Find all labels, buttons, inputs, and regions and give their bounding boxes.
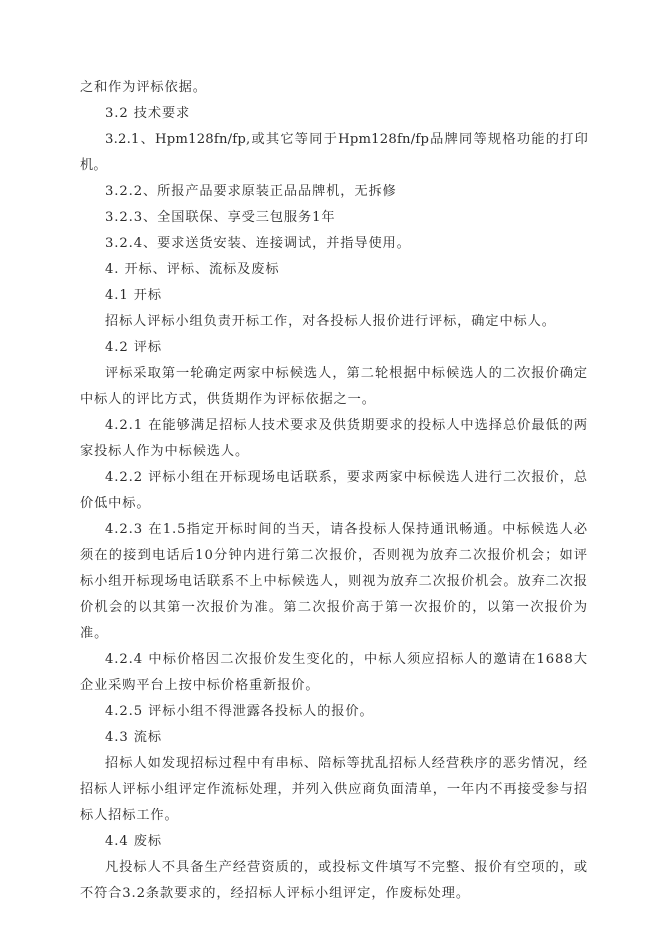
document-page <box>80 75 588 907</box>
item-4-2-5: 4.2.5 评标小组不得泄露各投标人的报价。 <box>105 704 374 719</box>
item-3-2-3: 3.2.3、全国联保、享受三包服务1年 <box>105 210 336 225</box>
item-4-2-4: 4.2.4 中标价格因二次报价发生变化的，中标人须应招标人的邀请在1688大企业采购平台上按中标价格重新报价。 <box>80 652 588 693</box>
heading-4-2-evaluation: 4.2 评标 <box>105 340 162 355</box>
item-3-2-2: 3.2.2、所报产品要求原装正品品牌机，无拆修 <box>105 184 397 199</box>
paragraph-4-1: 招标人评标小组负责开标工作，对各投标人报价进行评标，确定中标人。 <box>105 314 556 329</box>
item-4-2-3: 4.2.3 在1.5指定开标时间的当天，请各投标人保持通讯畅通。中标候选人必须在的接到电话后10分钟内进行第二次报价，否则视为放弃二次报价机会；如评标小组开标现场电话联系不上中标候选人，则视为放弃二次报价机会。放弃二次报价机会的以其第一次报价为准。第二次报价高于第一次报价的，以第一次报价为准。 <box>80 522 588 641</box>
heading-3-2-technical-requirements: 3.2 技术要求 <box>105 106 191 121</box>
item-4-2-2: 4.2.2 评标小组在开标现场电话联系，要求两家中标候选人进行二次报价，总价低中标。 <box>80 470 588 511</box>
item-3-2-1: 3.2.1、Hpm128fn/fp,或其它等同于Hpm128fn/fp品牌同等规格功能的打印机。 <box>80 132 588 173</box>
heading-4-3-failed-bid: 4.3 流标 <box>105 730 162 745</box>
item-4-2-1: 4.2.1 在能够满足招标人技术要求及供货期要求的投标人中选择总价最低的两家投标人作为中标候选人。 <box>80 418 588 459</box>
item-3-2-4: 3.2.4、要求送货安装、连接调试，并指导使用。 <box>105 236 411 251</box>
heading-4-4-invalid-bid: 4.4 废标 <box>105 834 162 849</box>
paragraph-4-2: 评标采取第一轮确定两家中标候选人，第二轮根据中标候选人的二次报价确定中标人的评比方式，供货期作为评标依据之一。 <box>80 366 588 407</box>
paragraph-continuation: 之和作为评标依据。 <box>80 80 207 95</box>
paragraph-4-4: 凡投标人不具备生产经营资质的，或投标文件填写不完整、报价有空项的，或不符合3.2条款要求的，经招标人评标小组评定，作废标处理。 <box>80 860 588 901</box>
paragraph-4-3: 招标人如发现招标过程中有串标、陪标等扰乱招标人经营秩序的恶劣情况，经招标人评标小组评定作流标处理，并列入供应商负面清单，一年内不再接受参与招标人招标工作。 <box>80 756 588 823</box>
heading-4: 4. 开标、评标、流标及废标 <box>105 262 280 277</box>
heading-4-1-bid-opening: 4.1 开标 <box>105 288 162 303</box>
